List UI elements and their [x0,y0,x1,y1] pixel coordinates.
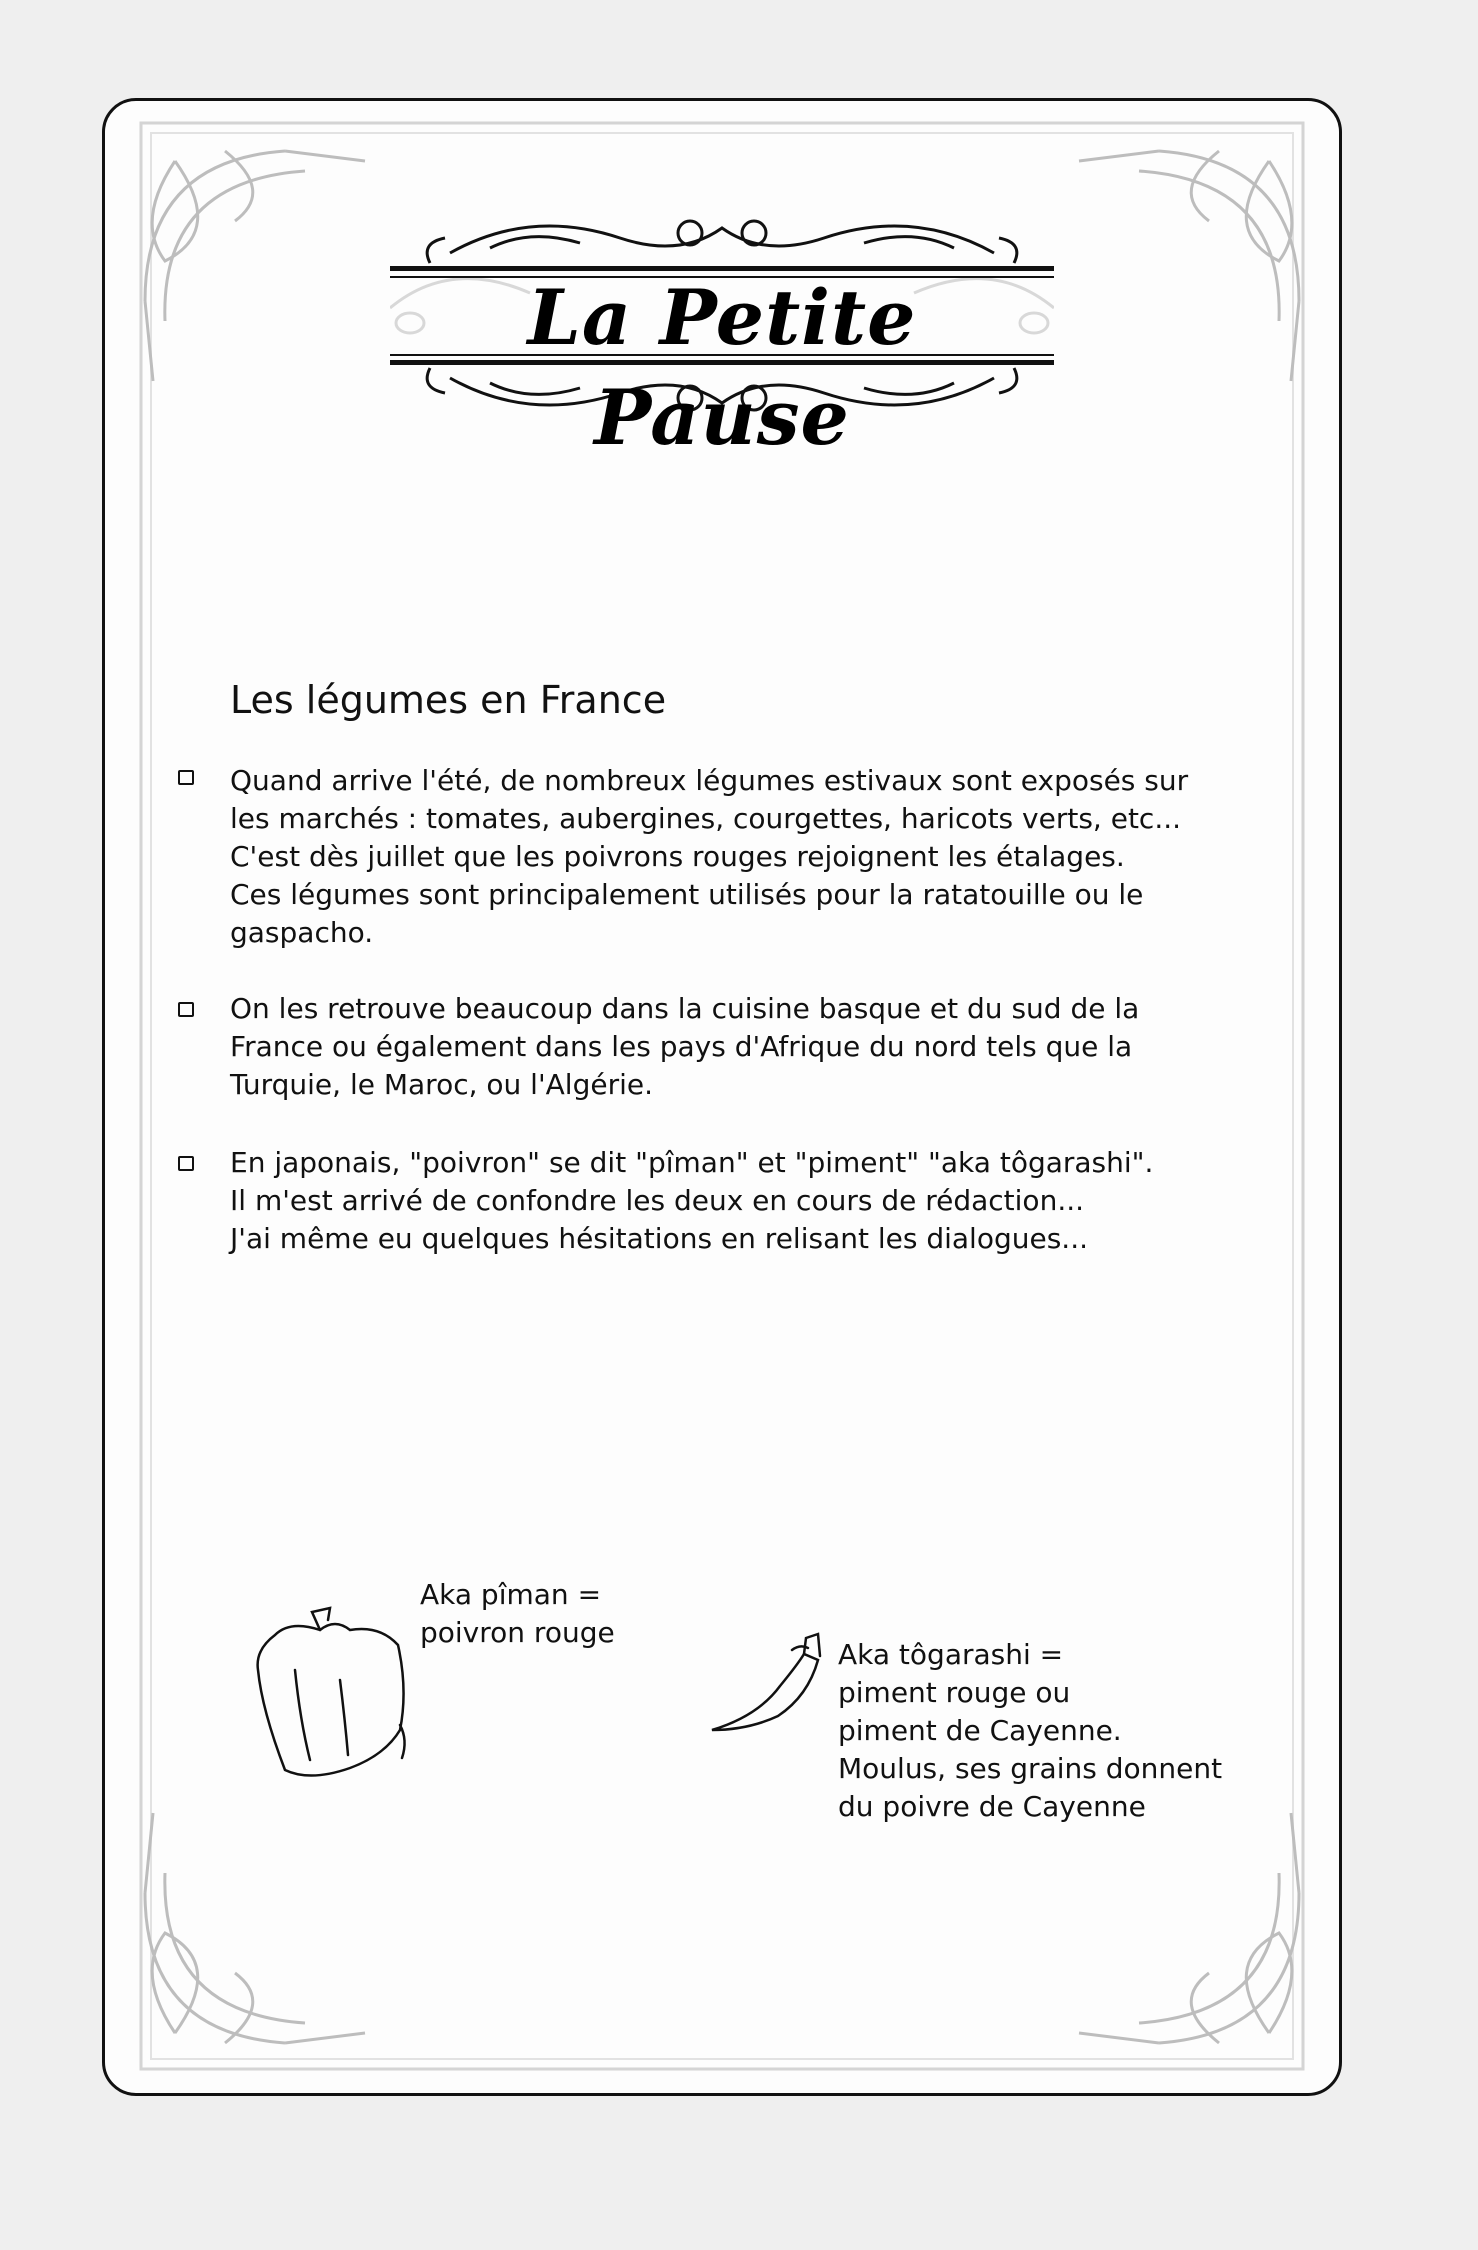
section-heading: Les légumes en France [230,678,667,722]
caption-line: Moulus, ses grains donnent [838,1752,1223,1785]
chili-pepper-icon [708,1626,828,1736]
corner-ornament-top-right [1079,151,1299,381]
caption-line: Aka pîman = [420,1578,602,1611]
text-line: France ou également dans les pays d'Afrique du nord tels que la [230,1030,1133,1063]
corner-ornament-top-left [145,151,365,381]
text-line: Il m'est arrivé de confondre les deux en cours de rédaction... [230,1184,1085,1217]
page-title: La Petite Pause [527,273,917,462]
caption-line: piment rouge ou [838,1676,1071,1709]
text-line: gaspacho. [230,916,374,949]
bullet-paragraph [230,762,1260,952]
caption-line: du poivre de Cayenne [838,1790,1146,1823]
checkbox-icon [178,1156,194,1171]
text-line: En japonais, "poivron" se dit "pîman" et "piment" "aka tôgarashi". [230,1146,1154,1179]
caption-line: poivron rouge [420,1616,615,1649]
caption-line: Aka tôgarashi = [838,1638,1064,1671]
text-line: C'est dès juillet que les poivrons rouges rejoignent les étalages. [230,840,1125,873]
bell-pepper-icon [250,1590,410,1790]
checkbox-icon [178,1002,194,1017]
text-line: On les retrouve beaucoup dans la cuisine basque et du sud de la [230,992,1140,1025]
text-line: Quand arrive l'été, de nombreux légumes estivaux sont exposés sur [230,764,1189,797]
chili-caption [838,1636,1222,1826]
text-line: J'ai même eu quelques hésitations en relisant les dialogues... [230,1222,1089,1255]
corner-ornament-bottom-right [1079,1813,1299,2043]
text-line: Turquie, le Maroc, ou l'Algérie. [230,1068,653,1101]
checkbox-icon [178,770,194,785]
text-line: les marchés : tomates, aubergines, courgettes, haricots verts, etc... [230,802,1182,835]
bullet-paragraph [230,990,1260,1104]
pepper-caption [420,1576,615,1652]
text-line: Ces légumes sont principalement utilisés pour la ratatouille ou le [230,878,1144,911]
caption-line: piment de Cayenne. [838,1714,1122,1747]
corner-ornament-bottom-left [145,1813,365,2043]
bullet-paragraph [230,1144,1260,1258]
